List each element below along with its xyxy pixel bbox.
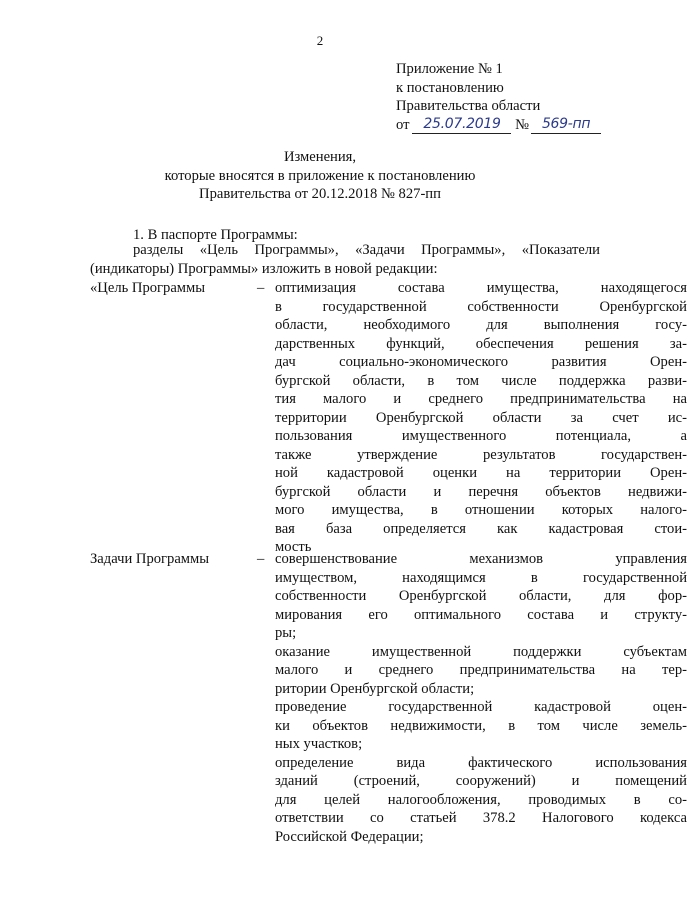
tasks-line: ритории Оренбургской области;: [275, 680, 475, 697]
date-field: [412, 115, 511, 135]
appendix-title: Приложение № 1: [396, 61, 503, 77]
goal-dash: –: [257, 280, 265, 296]
tasks-label: Задачи Программы: [90, 551, 210, 567]
goal-line: дарственных функций, обеспечения решения за-: [275, 335, 687, 352]
page-number: 2: [316, 33, 324, 48]
goal-line: тия малого и среднего предпринимательства на: [275, 391, 687, 407]
goal-line: вая база определяется как кадастровая стои-: [275, 520, 687, 537]
goal-line: мого имущества, в отношении которых налого-: [275, 502, 687, 518]
number-prefix: №: [515, 116, 530, 133]
goal-line: мость: [275, 539, 312, 555]
date-prefix: от: [396, 116, 410, 133]
section-heading: 1. В паспорте Программы:: [133, 227, 298, 243]
tasks-line: зданий (строений, сооружений) и помещений: [275, 773, 687, 789]
number-field: [531, 115, 601, 135]
goal-line: оптимизация состава имущества, находящегося: [275, 280, 687, 296]
handwritten-date: 25.07.2019: [423, 115, 501, 132]
goal-label: «Цель Программы: [90, 280, 206, 296]
appendix-date-line: [396, 116, 616, 136]
goal-line: также утверждение результатов государствен-: [275, 446, 687, 463]
tasks-line: ных участков;: [275, 736, 363, 752]
goal-line: пользования имущественного потенциала, а: [275, 428, 687, 444]
intro-line-1: разделы «Цель Программы», «Задачи Программы», «Показатели: [133, 242, 600, 258]
tasks-line: совершенствование механизмов управления: [275, 551, 687, 567]
appendix-authority: Правительства области: [396, 98, 541, 114]
title-line-2: которые вносятся в приложение к постановлению: [164, 167, 476, 184]
intro-line-2: (индикаторы) Программы» изложить в новой редакции:: [90, 260, 438, 277]
tasks-line: собственности Оренбургской области, для фор-: [275, 588, 687, 604]
tasks-line: ки объектов недвижимости, в том числе земель-: [275, 717, 687, 734]
tasks-line: малого и среднего предпринимательства на тер-: [275, 662, 687, 678]
tasks-line: для целей налогообложения, проводимых в со-: [275, 791, 687, 808]
tasks-line: оказание имущественной поддержки субъектам: [275, 643, 687, 660]
tasks-dash: –: [257, 551, 265, 567]
appendix-header: [396, 60, 616, 135]
tasks-text: [275, 550, 687, 846]
goal-line: бургской области, в том числе поддержка разви-: [275, 372, 687, 389]
tasks-line: ры;: [275, 625, 297, 641]
title-line-1: Изменения,: [283, 149, 357, 165]
tasks-line: имуществом, находящимся в государственной: [275, 569, 687, 586]
goal-line: бургской области и перечня объектов недвижи-: [275, 483, 687, 500]
document-title: [0, 148, 640, 204]
tasks-line: мирования его оптимального состава и структу-: [275, 606, 687, 623]
goal-line: области, необходимого для выполнения госу-: [275, 317, 687, 333]
goal-text: [275, 279, 687, 557]
goal-line: в государственной собственности Оренбургской: [275, 298, 687, 315]
goal-line: территории Оренбургской области за счет ис-: [275, 409, 687, 426]
intro-paragraph: [90, 241, 600, 278]
goal-line: дач социально-экономического развития Орен-: [275, 354, 687, 370]
tasks-line: Российской Федерации;: [275, 828, 424, 845]
tasks-line: ответствии со статьей 378.2 Налогового кодекса: [275, 810, 687, 826]
handwritten-number: 569-пп: [541, 115, 591, 132]
appendix-reference: к постановлению: [396, 79, 504, 96]
tasks-line: определение вида фактического использования: [275, 754, 687, 771]
goal-line: ной кадастровой оценки на территории Орен-: [275, 465, 687, 481]
title-line-3: Правительства от 20.12.2018 № 827-пп: [199, 186, 441, 202]
tasks-line: проведение государственной кадастровой оцен-: [275, 699, 687, 715]
